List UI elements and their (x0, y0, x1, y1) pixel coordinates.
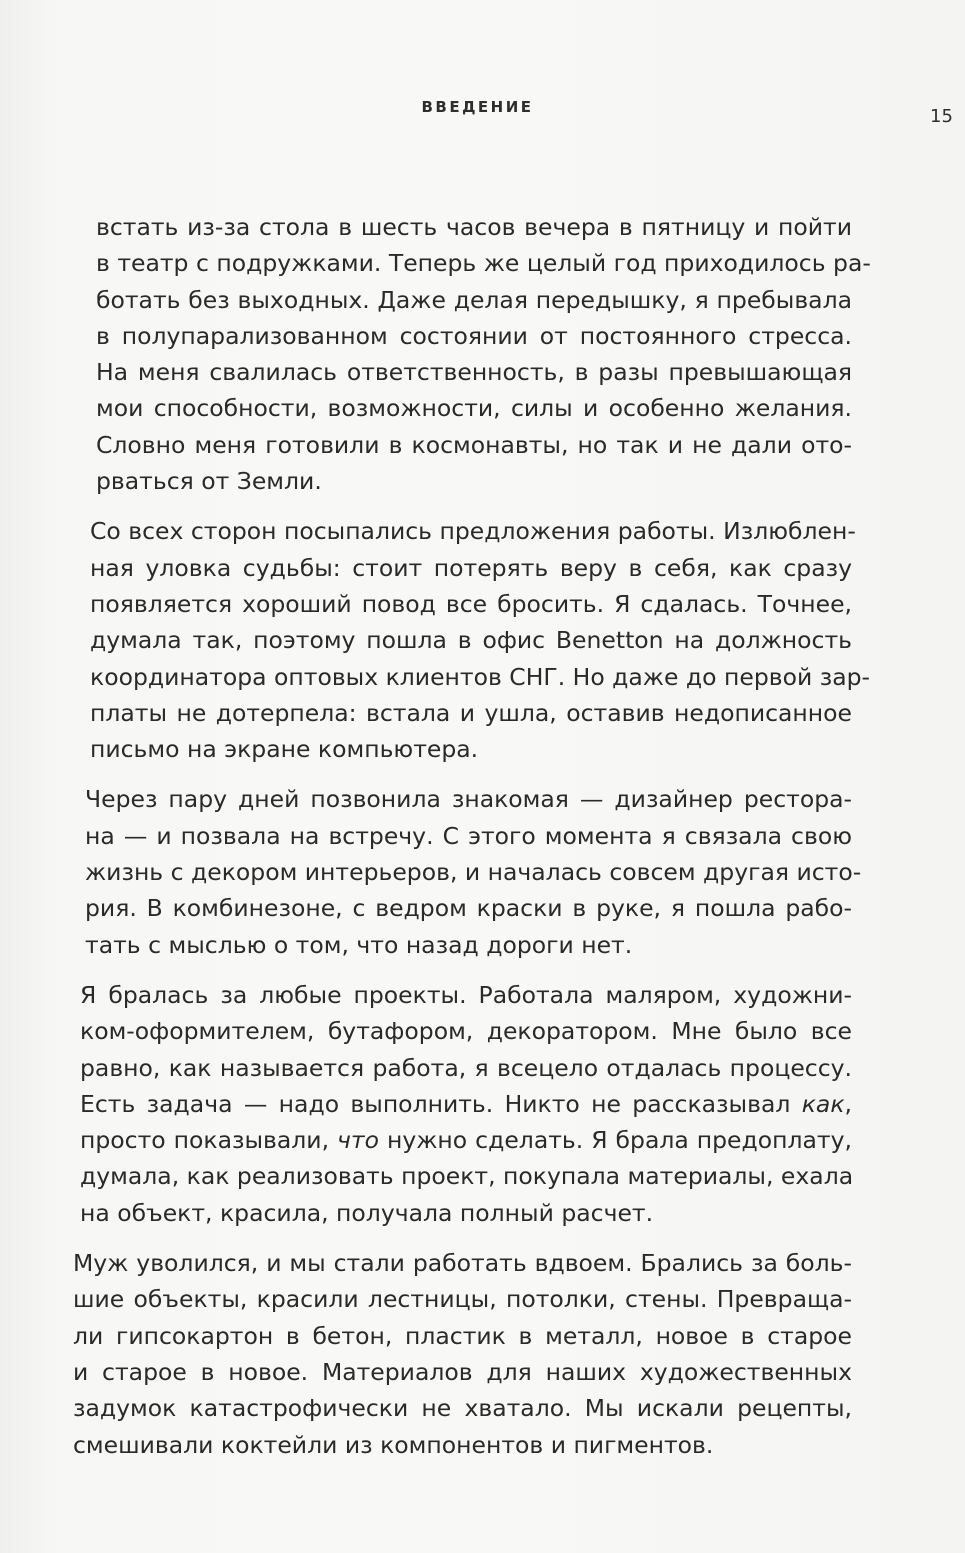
text-line: рия. В комбинезоне, с ведром краски в руке, я пошла рабо- (85, 894, 852, 923)
text-line: мои способности, возможности, силы и особенно желания. (96, 394, 852, 423)
text-line: платы не дотерпела: встала и ушла, оставив недописанное (90, 698, 852, 727)
text-line: жизнь с декором интерьеров, и началась совсем другая исто- (85, 858, 862, 887)
text-line: в полупарализованном состоянии от постоянного стресса. (96, 321, 852, 350)
text-line: равно, как называется работа, я всецело отдалась процессу. (80, 1053, 852, 1082)
text-line: тать с мыслью о том, что назад дороги нет. (85, 930, 633, 959)
text-line: в театр с подружками. Теперь же целый год приходилось ра- (96, 249, 871, 278)
paragraph-5 (73, 1245, 852, 1463)
text-line: ли гипсокартон в бетон, пластик в металл, новое в старое (73, 1321, 852, 1350)
text-line: и старое в новое. Материалов для наших художественных (73, 1357, 852, 1386)
text-line: На меня свалилась ответственность, в разы превышающая (96, 358, 852, 387)
text-line: ком-оформителем, бутафором, декоратором. Мне было все (80, 1017, 852, 1046)
text-line: письмо на экране компьютера. (90, 735, 479, 764)
text-line: шие объекты, красили лестницы, потолки, стены. Превраща- (73, 1285, 852, 1314)
text-line: ботать без выходных. Даже делая передышку, я пребывала (96, 285, 852, 314)
text-line: Я бралась за любые проекты. Работала маляром, художни- (80, 980, 852, 1009)
paragraph-3 (85, 781, 862, 962)
text-segment: Есть задача — надо выполнить. Никто не рассказывал (80, 1089, 802, 1118)
text-line-with-emphasis (80, 1086, 852, 1122)
text-line: на объект, красила, получала полный расчет. (80, 1198, 654, 1227)
paragraph-4 (80, 977, 852, 1231)
page-number: 15 (930, 106, 953, 127)
text-line: думала, как реализовать проект, покупала материалы, ехала (80, 1162, 854, 1191)
emphasis: как (801, 1089, 845, 1118)
text-segment: , (844, 1089, 852, 1118)
text-line: Словно меня готовили в космонавты, но так и не дали ото- (96, 430, 852, 459)
text-segment: нужно сделать. Я брала предоплату, (379, 1126, 852, 1155)
text-segment: просто показывали, (80, 1126, 338, 1155)
text-line: смешивали коктейли из компонентов и пигментов. (73, 1430, 714, 1459)
text-line: думала так, поэтому пошла в офис Benetton на должность (90, 626, 852, 655)
running-head: ВВЕДЕНИЕ (421, 98, 534, 116)
text-line: на — и позвала на встречу. С этого момента я связала свою (85, 821, 852, 850)
text-line: Муж уволился, и мы стали работать вдвоем. Брались за боль- (73, 1249, 852, 1278)
emphasis: что (337, 1126, 379, 1155)
text-line-with-emphasis (80, 1122, 852, 1158)
text-line: рваться от Земли. (96, 467, 322, 496)
paragraph-2 (90, 513, 871, 767)
text-line: появляется хороший повод все бросить. Я сдалась. Точнее, (90, 589, 852, 618)
text-line: Со всех сторон посыпались предложения работы. Излюблен- (90, 517, 856, 546)
text-line: встать из-за стола в шесть часов вечера в пятницу и пойти (96, 213, 852, 241)
text-line: Через пару дней позвонила знакомая — дизайнер рестора- (85, 785, 852, 814)
body-text (73, 209, 871, 1477)
paragraph-1 (96, 209, 871, 499)
text-line: задумок катастрофически не хватало. Мы искали рецепты, (73, 1394, 852, 1423)
text-line: ная уловка судьбы: стоит потерять веру в себя, как сразу (90, 553, 852, 582)
text-line: координатора оптовых клиентов СНГ. Но даже до первой зар- (90, 662, 871, 691)
